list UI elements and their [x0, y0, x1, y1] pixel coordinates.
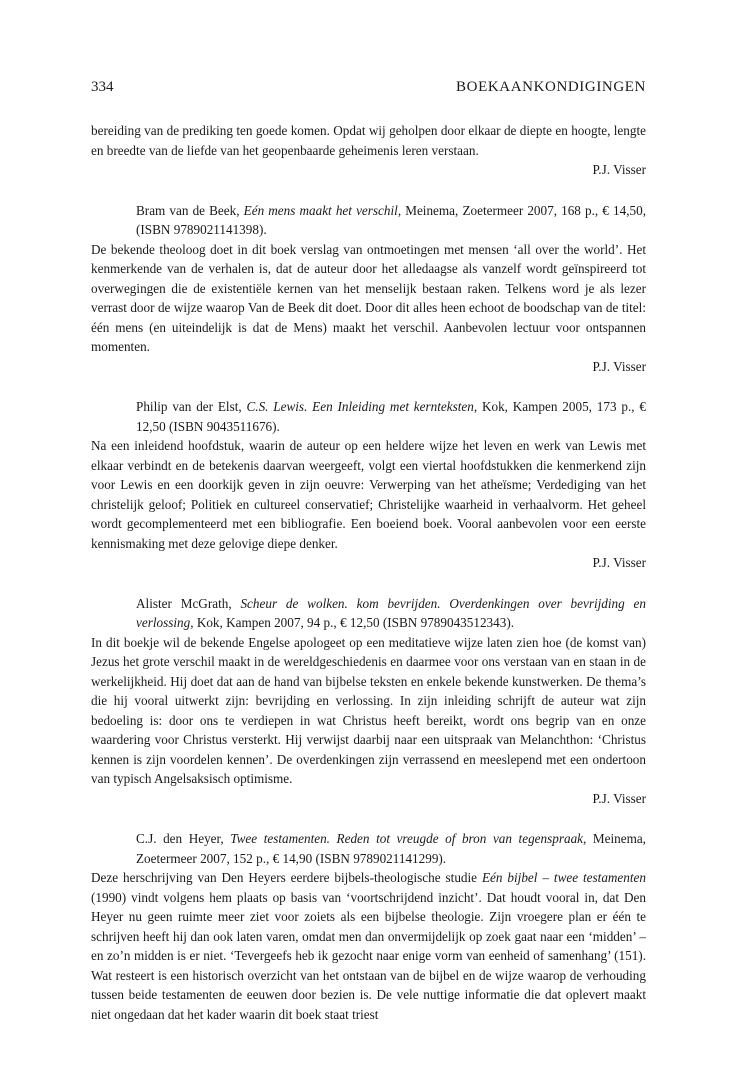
review-body: Na een inleidend hoofdstuk, waarin de auteur op een heldere wijze het leven en werk van Lewis met elkaar verbindt en de betekenis daarvan weergeeft, volgt een viertal hoofdstukken die kenmerkend zijn voor Lewis en een doorkijk geven in zijn oeuvre: Verwerping van het atheïsme; Verdediging van het christelijk geloof; Politiek en cultureel conservatief; Christelijke waarheid in verhaalvorm. Het geheel wordt gecomplementeerd met een bibliografie. Een boeiend boek. Vooral aanbevolen voor een eerste kennismaking met deze gelovige diepe denker.	[91, 438, 646, 551]
page-content	[91, 121, 646, 1024]
page-number: 334	[91, 79, 114, 95]
reference-author: Bram van de Beek,	[136, 202, 244, 218]
review-body-start: Deze herschrijving van Den Heyers eerdere bijbels-theologische studie	[91, 870, 482, 885]
review-den-heyer	[91, 829, 646, 1024]
review-body-continued: (1990) vindt volgens hem plaats op basis van ‘voortschrijdend inzicht’. Dat houdt vooral in, dat Den Heyer nu geen ruimte meer ziet voor zoiets als een bijbelse theologie. Zijn vroegere plan er één te schrijven heeft hij dan ook laten varen, omdat men dan onvermijdelijk op zoek gaat naar een ‘midden’ – en zo’n midden is er niet. ‘Tevergeefs heb ik gezocht naar enige vorm van eenheid of samenhang’ (151). Wat resteert is een historisch overzicht van het ontstaan van de bijbel en de wijze waarop de verhouding tussen beide testamenten de eeuwen door bezien is. De vele nuttige informatie die dat oplevert maakt niet ongedaan dat het kader waarin dit boek staat triest	[91, 889, 646, 1022]
review-signature: P.J. Visser	[592, 555, 646, 570]
reference-title: Eén mens maakt het verschil	[243, 202, 398, 218]
reference-author: Alister McGrath,	[136, 595, 241, 611]
review-van-der-elst	[91, 397, 646, 573]
review-body: De bekende theoloog doet in dit boek verslag van ontmoetingen met mensen ‘all over the world’. Het kenmerkende van de verhalen is, dat de auteur door het alledaagse als vanzelf wordt geïnspireerd tot overwegingen die de existentiële kernen van het menselijk bestaan raken. Telkens word je als lezer verrast door de wijze waarop Van de Beek dit doet. Door dit alles heen echoot de boodschap van de titel: één mens (en uiteindelijk is dat de Mens) maakt het verschil. Aanbevolen lectuur voor ontspannen momenten.	[91, 241, 646, 354]
reference-author: C.J. den Heyer,	[136, 831, 231, 846]
reference-author: Philip van der Elst,	[136, 399, 247, 414]
bibliographic-reference	[136, 201, 646, 240]
reference-details: , Kok, Kampen 2005, 173 p., € 12,50 (ISBN 9043511676).	[136, 399, 646, 434]
reference-details: , Kok, Kampen 2007, 94 p., € 12,50 (ISBN 9789043512343).	[190, 615, 515, 630]
review-mcgrath	[91, 594, 646, 809]
intro-paragraph: bereiding van de prediking ten goede komen. Opdat wij geholpen door elkaar de diepte en hoogte, lengte en breedte van de liefde van het geopenbaarde geheimenis leren verstaan.	[91, 123, 646, 158]
review-body: In dit boekje wil de bekende Engelse apologeet op een meditatieve wijze laten zien hoe (de komst van) Jezus het grote verschil maakt in de wereldgeschiedenis en daarmee voor ons verstaan van en staan in de werkelijkheid. Hij doet dat aan de hand van bijbelse teksten en enkele bekende kunstwerken. De thema’s die hij vooral uitwerkt zijn: bevrijding en verlossing. In zijn inleiding schrijft de auteur wat zijn bedoeling is: door ons te verdiepen in wat Christus heeft bereikt, wordt ons begrip van en onze waardering voor Christus versterkt. Hij verwijst daarbij naar een uitspraak van Melanchthon: ‘Christus kennen is zijn voordelen kennen’. De overdenkingen zijn verrassend en meeslepend met een ondertoon van typisch Angelsaksisch optimisme.	[91, 634, 646, 786]
reference-details: , Meinema, Zoetermeer 2007, 152 p., € 14,90 (ISBN 9789021141299).	[136, 831, 646, 866]
reference-title: Scheur de wolken. kom bevrijden. Overdenkingen over bevrijding en verlossing	[136, 595, 647, 630]
reference-title: C.S. Lewis. Een Inleiding met kernteksten	[246, 399, 474, 414]
section-title: BOEKAANKONDIGINGEN	[456, 79, 646, 95]
bibliographic-reference	[136, 397, 646, 436]
review-signature: P.J. Visser	[592, 790, 646, 806]
cited-book-title: Eén bijbel – twee testamenten	[481, 870, 646, 885]
reference-title: Twee testamenten. Reden tot vreugde of bron van tegenspraak	[230, 831, 584, 846]
running-header	[91, 79, 646, 96]
bibliographic-reference	[136, 594, 646, 633]
bibliographic-reference	[136, 829, 646, 868]
review-signature: P.J. Visser	[592, 358, 646, 374]
reference-details: , Meinema, Zoetermeer 2007, 168 p., € 14,50, (ISBN 9789021141398).	[136, 202, 646, 237]
intro-signature: P.J. Visser	[592, 162, 646, 177]
review-body	[91, 868, 646, 1024]
review-van-de-beek	[91, 201, 646, 377]
